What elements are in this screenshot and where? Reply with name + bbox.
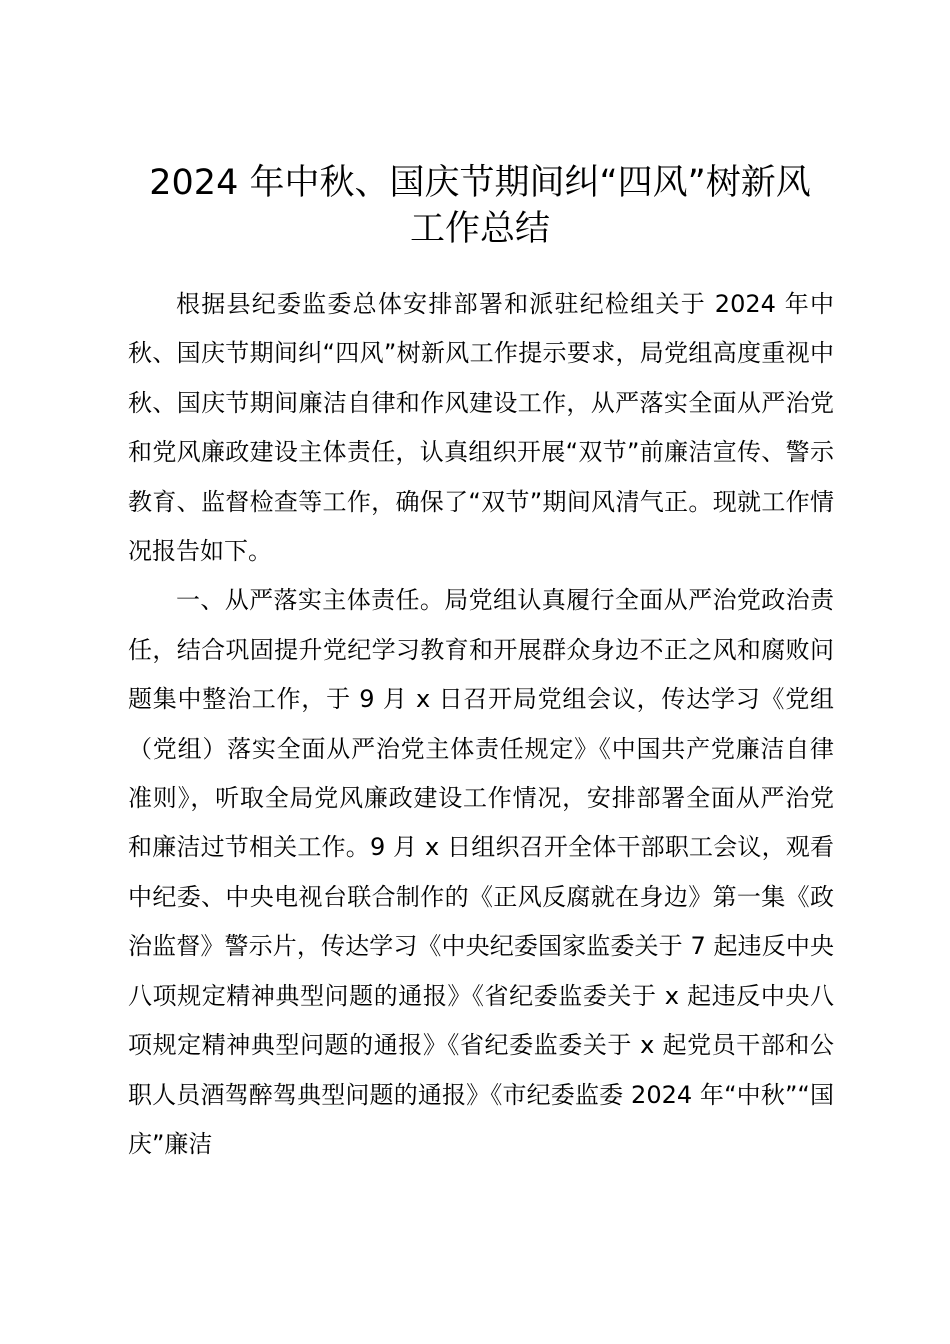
document-title-line-1: 2024 年中秋、国庆节期间纠“四风”树新风 xyxy=(149,163,811,203)
paragraph-section-1: 一、从严落实主体责任。局党组认真履行全面从严治党政治责任，结合巩固提升党纪学习教育和开展群众身边不正之风和腐败问题集中整治工作，于 9 月 x 日召开局党组会议，传达学习《党组（党组）落实全面从严治党主体责任规定》《中国共产党廉洁自律准则》，听取全局党风廉政建设工作情况，安排部署全面从严治党和廉洁过节相关工作。9 月 x 日组织召开全体干部职工会议，观看中纪委、中央电视台联合制作的《正风反腐就在身边》第一集《政治监督》警示片，传达学习《中央纪委国家监委关于 7 起违反中央八项规定精神典型问题的通报》《省纪委监委关于 x 起违反中央八项规定精神典型问题的通报》《省纪委监委关于 x 起党员干部和公职人员酒驾醉驾典型问题的通报》《市纪委监委 2024 年“中秋”“国庆”廉洁 xyxy=(128,586,834,1158)
document-body xyxy=(128,280,834,1169)
paragraph-intro: 根据县纪委监委总体安排部署和派驻纪检组关于 2024 年中秋、国庆节期间纠“四风”树新风工作提示要求，局党组高度重视中秋、国庆节期间廉洁自律和作风建设工作，从严落实全面从严治党和党风廉政建设主体责任，认真组织开展“双节”前廉洁宣传、警示教育、监督检查等工作，确保了“双节”期间风清气正。现就工作情况报告如下。 xyxy=(128,290,834,566)
document-title-line-2: 工作总结 xyxy=(409,209,550,249)
